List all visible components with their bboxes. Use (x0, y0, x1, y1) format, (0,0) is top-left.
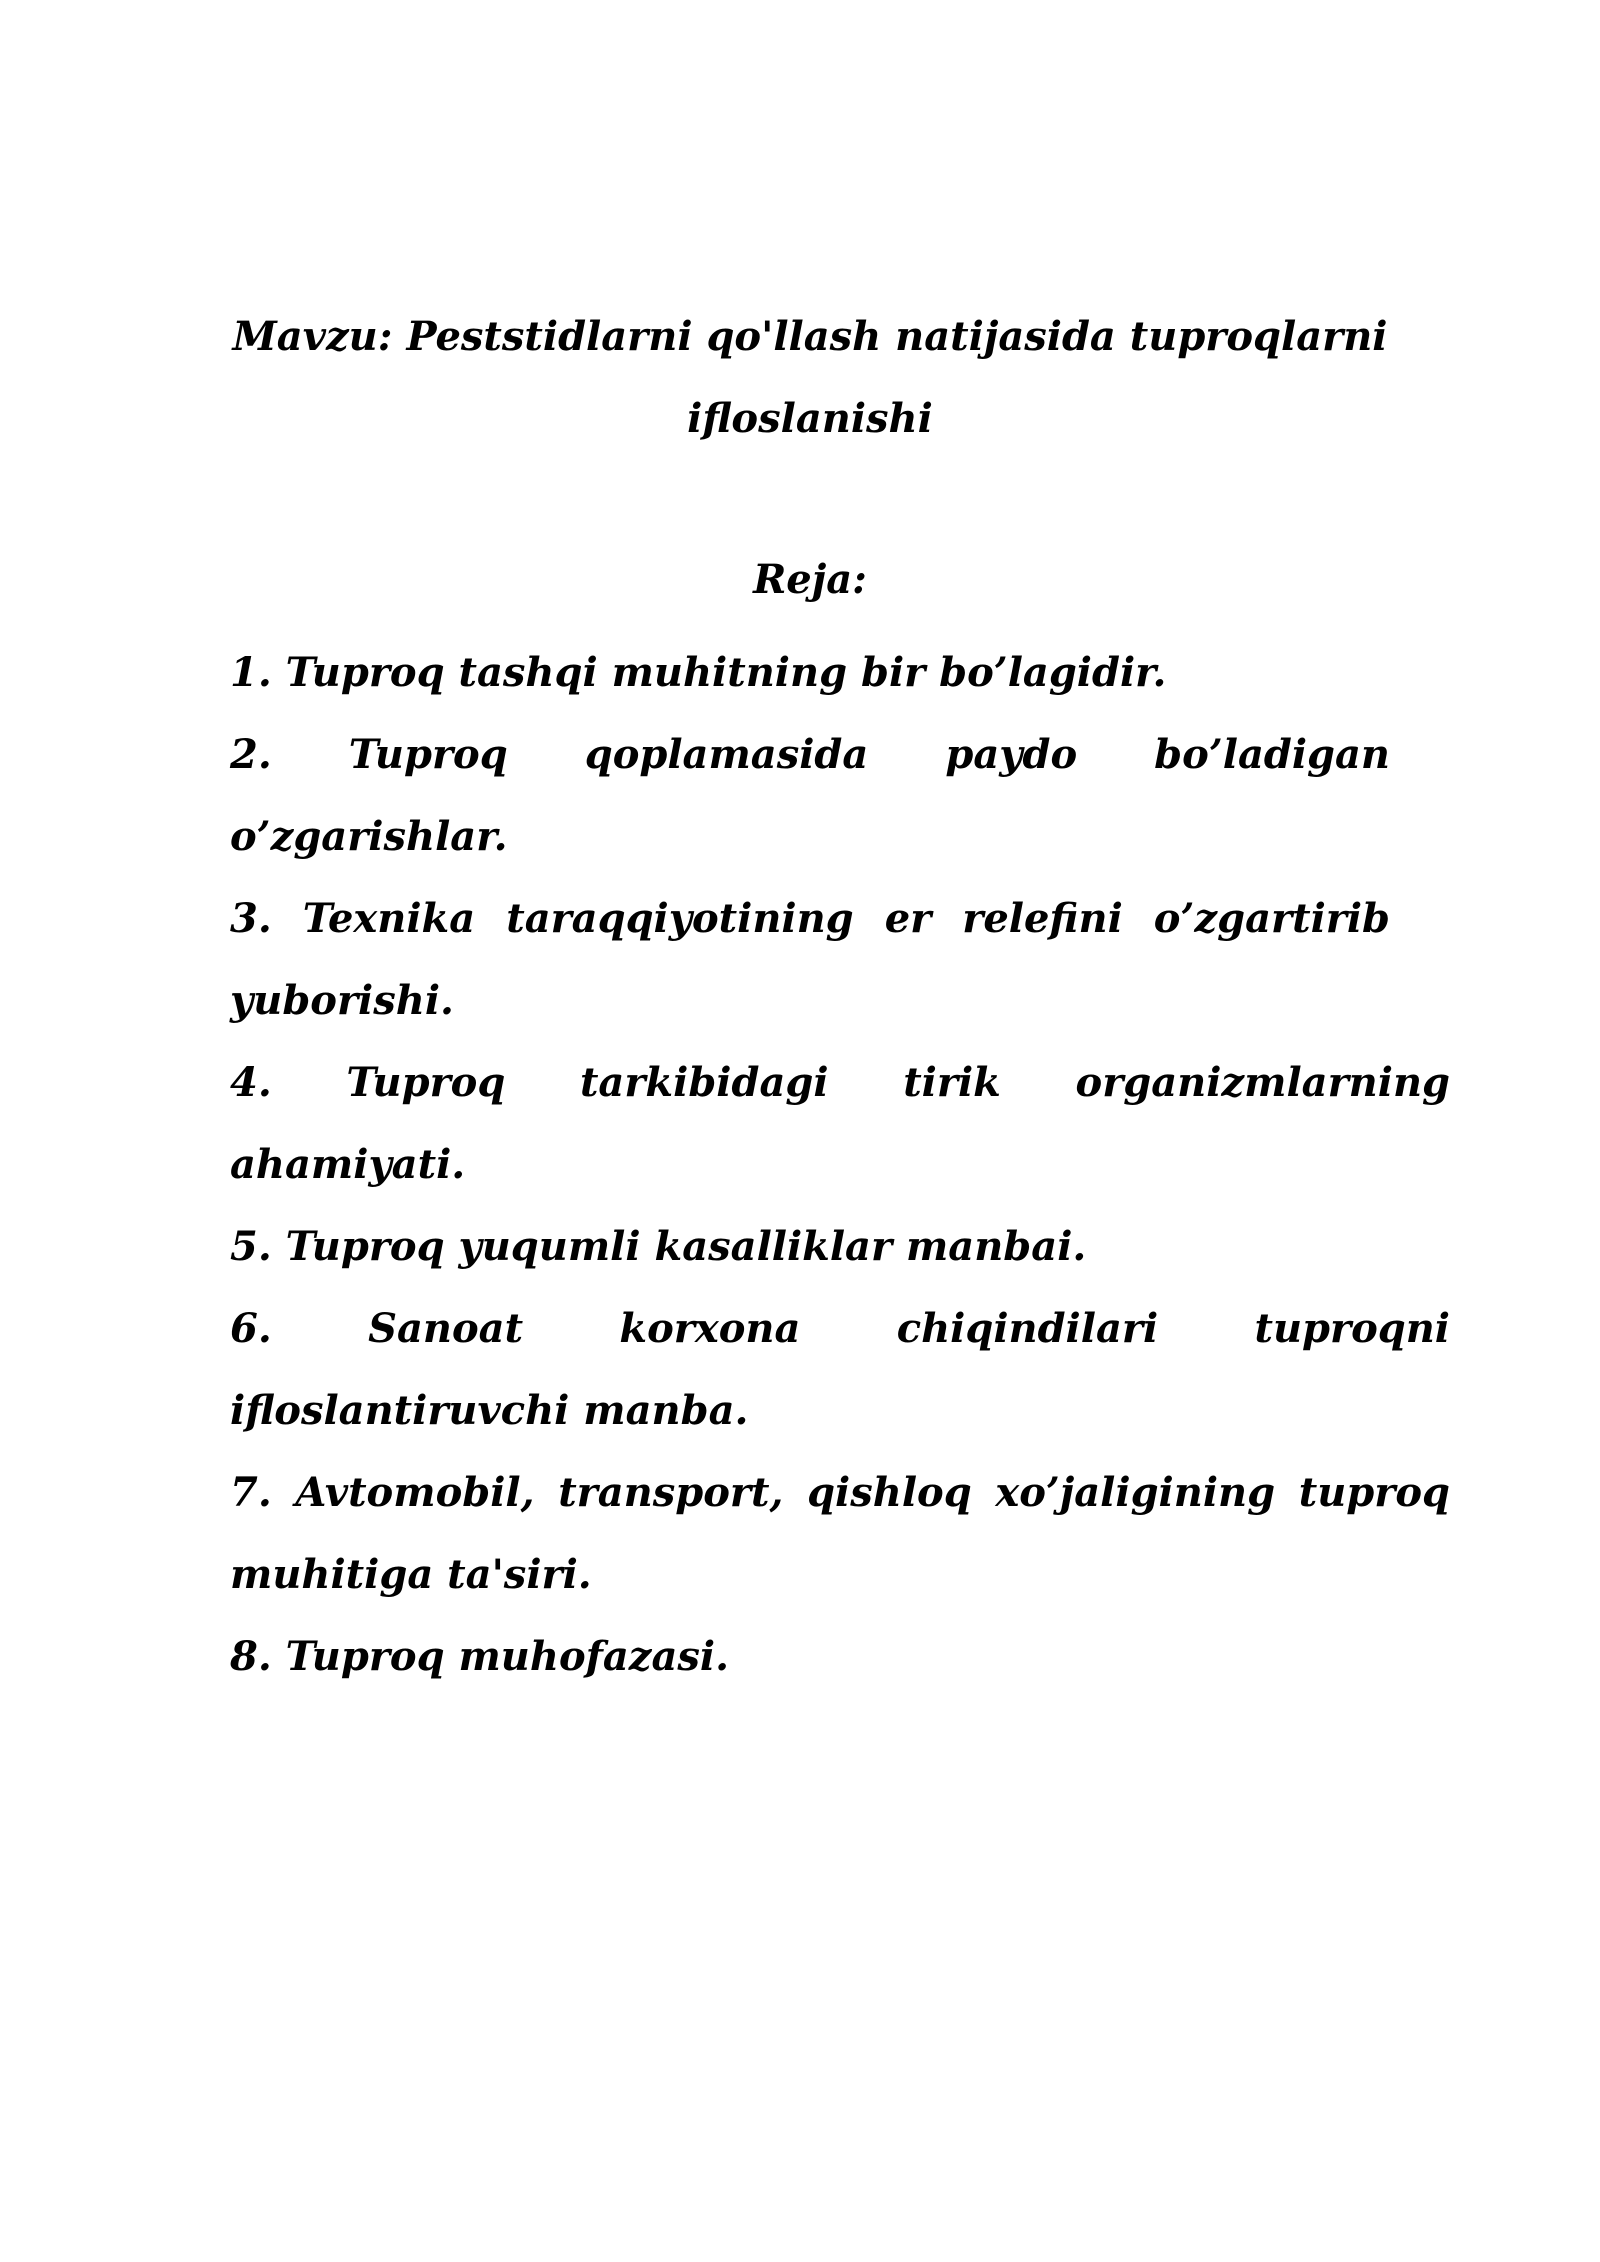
document-title (230, 296, 1390, 460)
plan-item-4: 4. Tuproq tarkibidagi tirik organizmlarning ahamiyati. (230, 1059, 1450, 1188)
plan-item-2: 2. Tuproq qoplamasida paydo bo’ladigan o’zgarishlar. (230, 731, 1390, 860)
plan-list (230, 632, 1450, 1698)
plan-item-7: 7. Avtomobil, transport, qishloq xo’jaligining tuproq muhitiga ta'siri. (230, 1469, 1450, 1598)
plan-item-8: 8. Tuproq muhofazasi. (230, 1633, 730, 1680)
plan-heading: Reja: (753, 556, 867, 603)
plan-item-6: 6. Sanoat korxona chiqindilari tuproqni ifloslantiruvchi manba. (230, 1305, 1450, 1434)
plan-item-1: 1. Tuproq tashqi muhitning bir bo’lagidir. (230, 649, 1167, 696)
plan-item-5: 5. Tuproq yuqumli kasalliklar manbai. (230, 1223, 1087, 1270)
plan-item-3: 3. Texnika taraqqiyotining er relefini o’zgartirib yuborishi. (230, 895, 1390, 1024)
title-line-2: ifloslanishi (687, 395, 933, 442)
title-line-1: Mavzu: Peststidlarni qo'llash natijasida tuproqlarni (232, 313, 1388, 360)
